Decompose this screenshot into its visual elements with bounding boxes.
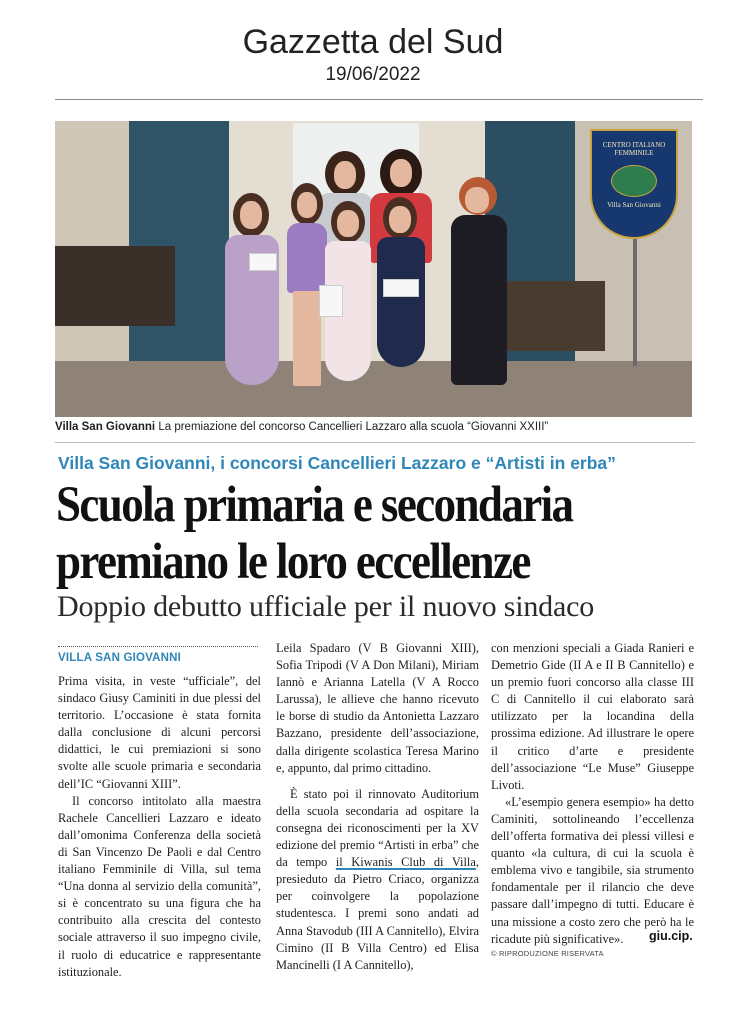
photo-caption: [55, 421, 695, 433]
paragraph-text: , presieduto da Pietro Criaco, organizza per coinvolgere la popolazione studentesca. I premi sono andati ad Anna Stavodub (III A Cannitello), Elvira Cimino (II B Villa Centro) ed Elisa Mancinelli (I A Cannitello),: [276, 855, 479, 972]
article-column-1: [58, 673, 261, 981]
publication-date: 19/06/2022: [325, 64, 421, 85]
cif-banner-title: CENTRO ITALIANO FEMMINILE: [602, 141, 666, 157]
paragraph: «L’esempio genera esempio» ha detto Caminiti, sottolineando l’eccellenza dell’offerta formativa dei plessi villesi e quanto «la cultura, di cui la scuola è emblema vivo e tangibile, sia strumento fondamentale per il rilancio che deve passare dall’impegno di tutti. Educare è una missione a costo zero che però ha le ricadute più significative».: [491, 794, 694, 946]
cif-banner: [590, 129, 678, 239]
photo-banner-pole: [633, 236, 637, 366]
paragraph: con menzioni speciali a Giada Ranieri e Demetrio Gide (II A e II B Cannitello) e un premio fuori concorso alla classe III C di Cannitello il cui elaborato sarà utilizzato per la locandina della prossima edizione. Ad illustrare le opere il critico d’arte e presidente dell’associazione “Le Muse” Giuseppe Livoti.: [491, 641, 694, 792]
article-kicker: Villa San Giovanni, i concorsi Cancellieri Lazzaro e “Artisti in erba”: [58, 453, 616, 473]
caption-place: Villa San Giovanni: [55, 421, 156, 433]
kiwanis-highlight: il Kiwanis Club di Villa: [335, 855, 476, 870]
article-photo: [55, 121, 692, 417]
newspaper-masthead: Gazzetta del Sud: [242, 23, 504, 61]
paragraph: Prima visita, in veste “ufficiale”, del sindaco Giusy Caminiti in due plessi del territorio. L’occasione è stata fornita dalla conclusione di alcuni percorsi didattici, le cui premiazioni si sono svolte alle scuole primaria e secondaria dell’IC “Giovanni XIII”.: [58, 674, 261, 791]
byline-divider: [58, 646, 258, 647]
caption-divider: [55, 442, 695, 443]
article-subhead: Doppio debutto ufficiale per il nuovo sindaco: [57, 590, 594, 623]
article-byline: VILLA SAN GIOVANNI: [58, 652, 182, 664]
cif-emblem-icon: [611, 165, 657, 197]
paragraph: Leila Spadaro (V B Giovanni XIII), Sofia Tripodi (V A Don Milani), Miriam Iannò e Arianna Latella (V A Rocco Larussa), le allieve che hanno ricevuto le borse di studio da Antonietta Lazzaro Bazzano, presidente dell’associazione, dalla dirigente scolastica Teresa Marino e, appunto, dal primo cittadino.: [276, 641, 479, 775]
paragraph: [276, 786, 479, 974]
article-column-2: [276, 640, 479, 974]
caption-text: La premiazione del concorso Cancellieri Lazzaro alla scuola “Giovanni XXIII”: [155, 421, 549, 433]
photo-desk-left: [55, 246, 175, 326]
author-signature: giu.cip.: [649, 929, 693, 943]
paragraph-text: È stato poi il rinnovato Auditorium della scuola secondaria ad ospitare la consegna dei riconoscimenti per la XV edizione del premio “Artisti in erba” che da tempo: [276, 786, 479, 870]
article-column-3: [491, 640, 694, 948]
article-headline: Scuola primaria e secondaria premiano le loro eccellenze: [56, 476, 573, 590]
cif-banner-footer: Villa San Giovanni: [607, 201, 661, 209]
masthead-divider: [55, 99, 703, 100]
photo-desk-right: [495, 281, 605, 351]
paragraph: Il concorso intitolato alla maestra Rachele Cancellieri Lazzaro e ideato dall’omonima Conferenza della società di San Vincenzo De Paoli e dal Centro italiano Femminile di Villa, sul tema “Una donna al servizio della comunità”, si è concentrato su una figura che ha contribuito alla crescita del contesto sociale attraverso il suo impegno civile, il ruolo di educatrice e rappresentante istituzionale.: [58, 793, 261, 979]
photo-floor: [55, 361, 692, 417]
copyright-notice: © RIPRODUZIONE RISERVATA: [491, 949, 604, 958]
